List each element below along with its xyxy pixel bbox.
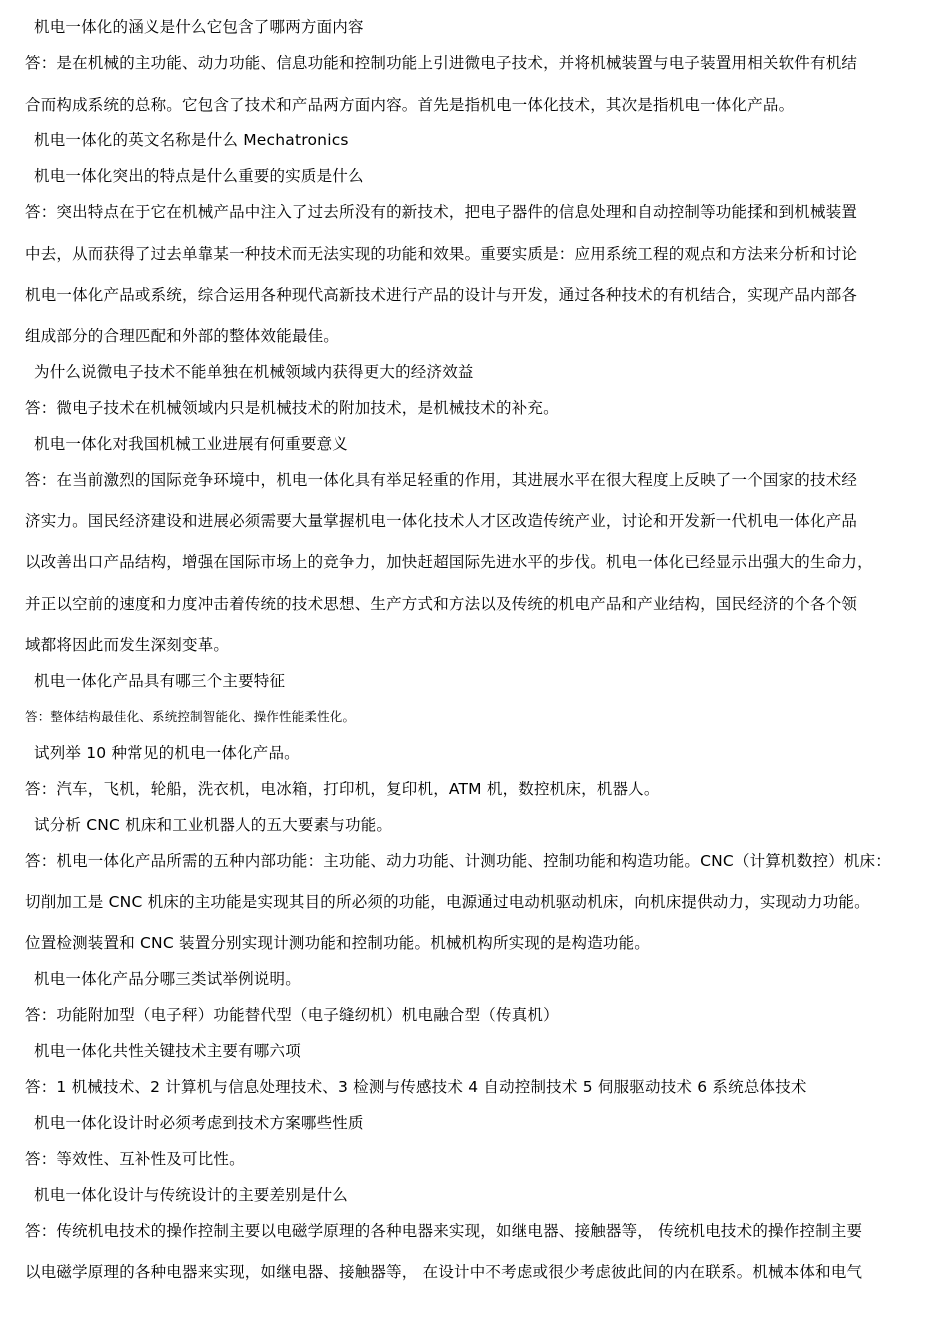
question-line: 机电一体化共性关键技术主要有哪六项 — [34, 1042, 301, 1060]
question-line: 试列举 10 种常见的机电一体化产品。 — [34, 744, 300, 762]
question-line: 试分析 CNC 机床和工业机器人的五大要素与功能。 — [34, 816, 393, 834]
question-line: 机电一体化产品具有哪三个主要特征 — [34, 672, 286, 690]
question-line: 机电一体化设计与传统设计的主要差别是什么 — [34, 1186, 349, 1204]
answer-line: 济实力。国民经济建设和进展必须需要大量掌握机电一体化技术人才区改造传统产业，讨论和开发新一代机电一体化产品 — [25, 512, 858, 530]
answer-line: 合而构成系统的总称。它包含了技术和产品两方面内容。首先是指机电一体化技术，其次是指机电一体化产品。 — [25, 96, 795, 114]
question-line: 机电一体化的涵义是什么它包含了哪两方面内容 — [34, 18, 364, 36]
answer-line: 答：等效性、互补性及可比性。 — [25, 1150, 245, 1168]
answer-line: 答：传统机电技术的操作控制主要以电磁学原理的各种电器来实现，如继电器、接触器等， 传统机电技术的操作控制主要 — [25, 1222, 863, 1240]
answer-line: 以改善出口产品结构，增强在国际市场上的竞争力，加快赶超国际先进水平的步伐。机电一体化已经显示出强大的生命力， — [25, 553, 873, 571]
answer-line: 答：汽车，飞机，轮船，洗衣机，电冰箱，打印机，复印机，ATM 机，数控机床，机器人。 — [25, 780, 660, 798]
answer-line: 中去，从而获得了过去单靠某一种技术而无法实现的功能和效果。重要实质是：应用系统工程的观点和方法来分析和讨论 — [25, 245, 858, 263]
answer-line: 位置检测装置和 CNC 装置分别实现计测功能和控制功能。机械机构所实现的是构造功能。 — [25, 934, 650, 952]
answer-line: 组成部分的合理匹配和外部的整体效能最佳。 — [25, 327, 340, 345]
answer-line: 域都将因此而发生深刻变革。 — [25, 636, 230, 654]
question-line: 机电一体化的英文名称是什么 Mechatronics — [34, 131, 349, 149]
answer-line: 答：1 机械技术、2 计算机与信息处理技术、3 检测与传感技术 4 自动控制技术 5 伺服驱动技术 6 系统总体技术 — [25, 1078, 807, 1096]
question-line: 机电一体化产品分哪三类试举例说明。 — [34, 970, 301, 988]
answer-line: 以电磁学原理的各种电器来实现，如继电器、接触器等， 在设计中不考虑或很少考虑彼此间的内在联系。机械本体和电气 — [25, 1263, 863, 1281]
question-line: 为什么说微电子技术不能单独在机械领域内获得更大的经济效益 — [34, 363, 474, 381]
answer-line: 答：在当前激烈的国际竞争环境中，机电一体化具有举足轻重的作用，其进展水平在很大程度上反映了一个国家的技术经 — [25, 471, 858, 489]
question-line: 机电一体化对我国机械工业进展有何重要意义 — [34, 435, 349, 453]
answer-line: 答：微电子技术在机械领域内只是机械技术的附加技术，是机械技术的补充。 — [25, 399, 559, 417]
answer-line: 答：突出特点在于它在机械产品中注入了过去所没有的新技术，把电子器件的信息处理和自动控制等功能揉和到机械装置 — [25, 203, 858, 221]
answer-line: 答：机电一体化产品所需的五种内部功能：主功能、动力功能、计测功能、控制功能和构造功能。CNC（计算机数控）机床： — [25, 852, 891, 870]
question-line: 机电一体化设计时必须考虑到技术方案哪些性质 — [34, 1114, 364, 1132]
answer-line: 答：功能附加型（电子秤）功能替代型（电子缝纫机）机电融合型（传真机） — [25, 1006, 559, 1024]
answer-line: 答：是在机械的主功能、动力功能、信息功能和控制功能上引进微电子技术，并将机械装置与电子装置用相关软件有机结 — [25, 54, 858, 72]
answer-line: 答：整体结构最佳化、系统控制智能化、操作性能柔性化。 — [25, 709, 356, 724]
answer-line: 机电一体化产品或系统，综合运用各种现代高新技术进行产品的设计与开发，通过各种技术的有机结合，实现产品内部各 — [25, 286, 858, 304]
answer-line: 并正以空前的速度和力度冲击着传统的技术思想、生产方式和方法以及传统的机电产品和产业结构，国民经济的个各个领 — [25, 595, 858, 613]
question-line: 机电一体化突出的特点是什么重要的实质是什么 — [34, 167, 364, 185]
answer-line: 切削加工是 CNC 机床的主功能是实现其目的所必须的功能，电源通过电动机驱动机床，向机床提供动力，实现动力功能。 — [25, 893, 870, 911]
